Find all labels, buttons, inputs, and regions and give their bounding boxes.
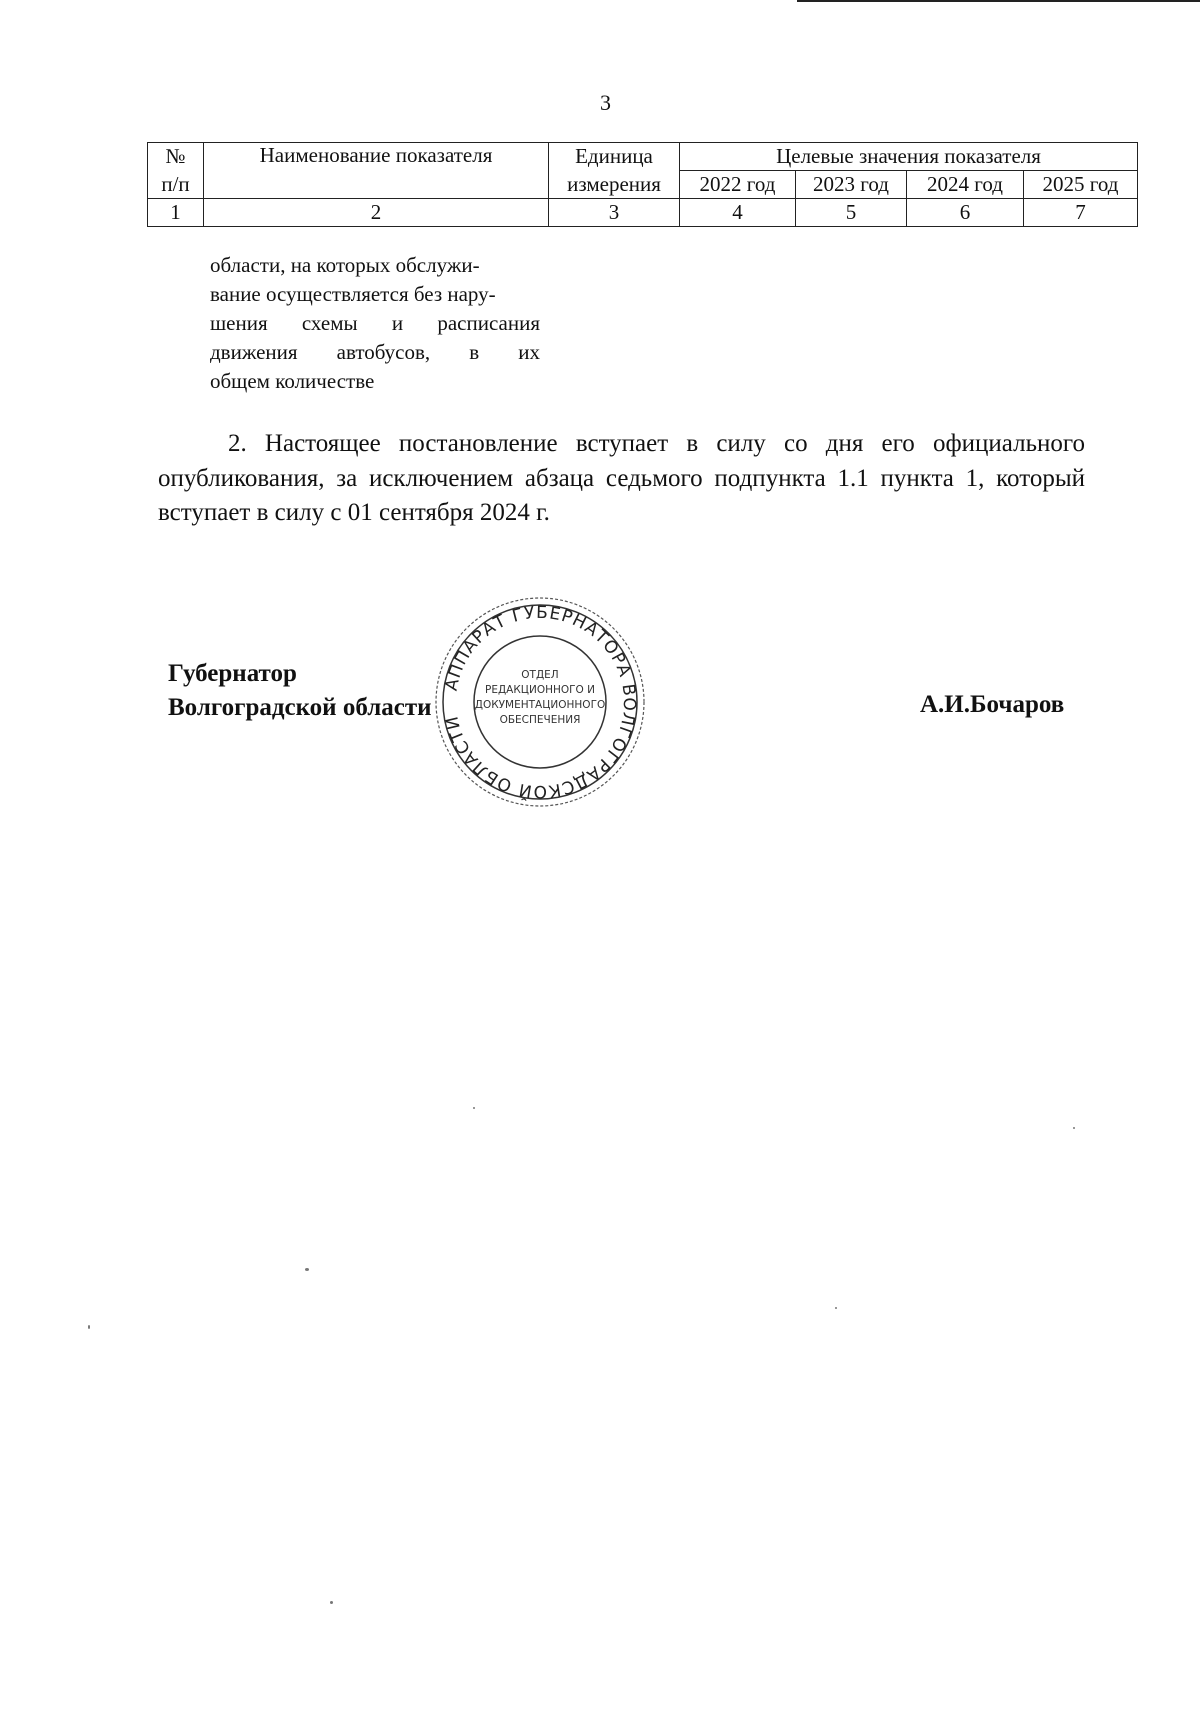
page-number: 3 bbox=[600, 90, 611, 115]
column-number: 5 bbox=[796, 199, 907, 227]
header-year: 2024 год bbox=[907, 171, 1024, 199]
header-unit-line2: измерения bbox=[549, 171, 680, 199]
indicator-name-line: шения схемы и расписания bbox=[210, 311, 540, 335]
stamp-center-line: ОБЕСПЕЧЕНИЯ bbox=[499, 714, 581, 726]
column-numbers-row bbox=[148, 199, 1138, 227]
column-number: 4 bbox=[680, 199, 796, 227]
signatory-title-line2: Волгоградской области bbox=[168, 694, 432, 721]
header-num-line1: № bbox=[148, 143, 204, 171]
table-header-row bbox=[148, 143, 1138, 171]
scan-speck bbox=[1073, 1127, 1075, 1129]
stamp-center-line: РЕДАКЦИОННОГО И bbox=[485, 684, 595, 696]
scan-speck bbox=[473, 1107, 475, 1109]
header-year: 2022 год bbox=[680, 171, 796, 199]
indicator-name-line: общем количестве bbox=[210, 369, 375, 393]
column-number: 6 bbox=[907, 199, 1024, 227]
indicator-name-line: области, на которых обслужи- bbox=[210, 253, 480, 277]
scan-speck bbox=[330, 1601, 333, 1604]
continued-indicator-name bbox=[210, 251, 540, 396]
top-edge-line bbox=[797, 0, 1200, 2]
header-year: 2025 год bbox=[1024, 171, 1138, 199]
header-targets: Целевые значения показателя bbox=[680, 143, 1138, 171]
indicator-name-line: вание осуществляется без нару- bbox=[210, 282, 496, 306]
column-number: 1 bbox=[148, 199, 204, 227]
signatory-title bbox=[168, 657, 432, 725]
column-number: 7 bbox=[1024, 199, 1138, 227]
indicator-name-line: движения автобусов, в их bbox=[210, 340, 540, 364]
scan-speck bbox=[835, 1307, 837, 1309]
header-num-line2: п/п bbox=[148, 171, 204, 199]
column-number: 3 bbox=[549, 199, 680, 227]
signatory-title-line1: Губернатор bbox=[168, 660, 297, 687]
column-number: 2 bbox=[204, 199, 549, 227]
paragraph-2: 2. Настоящее постановление вступает в силу со дня его официального опубликования, за исключением абзаца седьмого подпункта 1.1 пункта 1, который вступает в силу с 01 сентября 2024 г. bbox=[158, 430, 1085, 526]
indicators-table bbox=[147, 142, 1138, 227]
official-seal-stamp bbox=[430, 592, 650, 812]
header-year: 2023 год bbox=[796, 171, 907, 199]
scan-speck bbox=[88, 1325, 90, 1329]
stamp-outer-text: АППАРАТ ГУБЕРНАТОРА ВОЛГОГРАДСКОЙ ОБЛАСТИ bbox=[441, 602, 640, 802]
stamp-center-line: ДОКУМЕНТАЦИОННОГО bbox=[474, 699, 606, 711]
header-unit-line1: Единица bbox=[549, 143, 680, 171]
header-name: Наименование показателя bbox=[204, 143, 549, 199]
signatory-name: А.И.Бочаров bbox=[920, 691, 1065, 718]
scan-speck bbox=[305, 1268, 309, 1271]
stamp-center-line: ОТДЕЛ bbox=[521, 669, 559, 681]
